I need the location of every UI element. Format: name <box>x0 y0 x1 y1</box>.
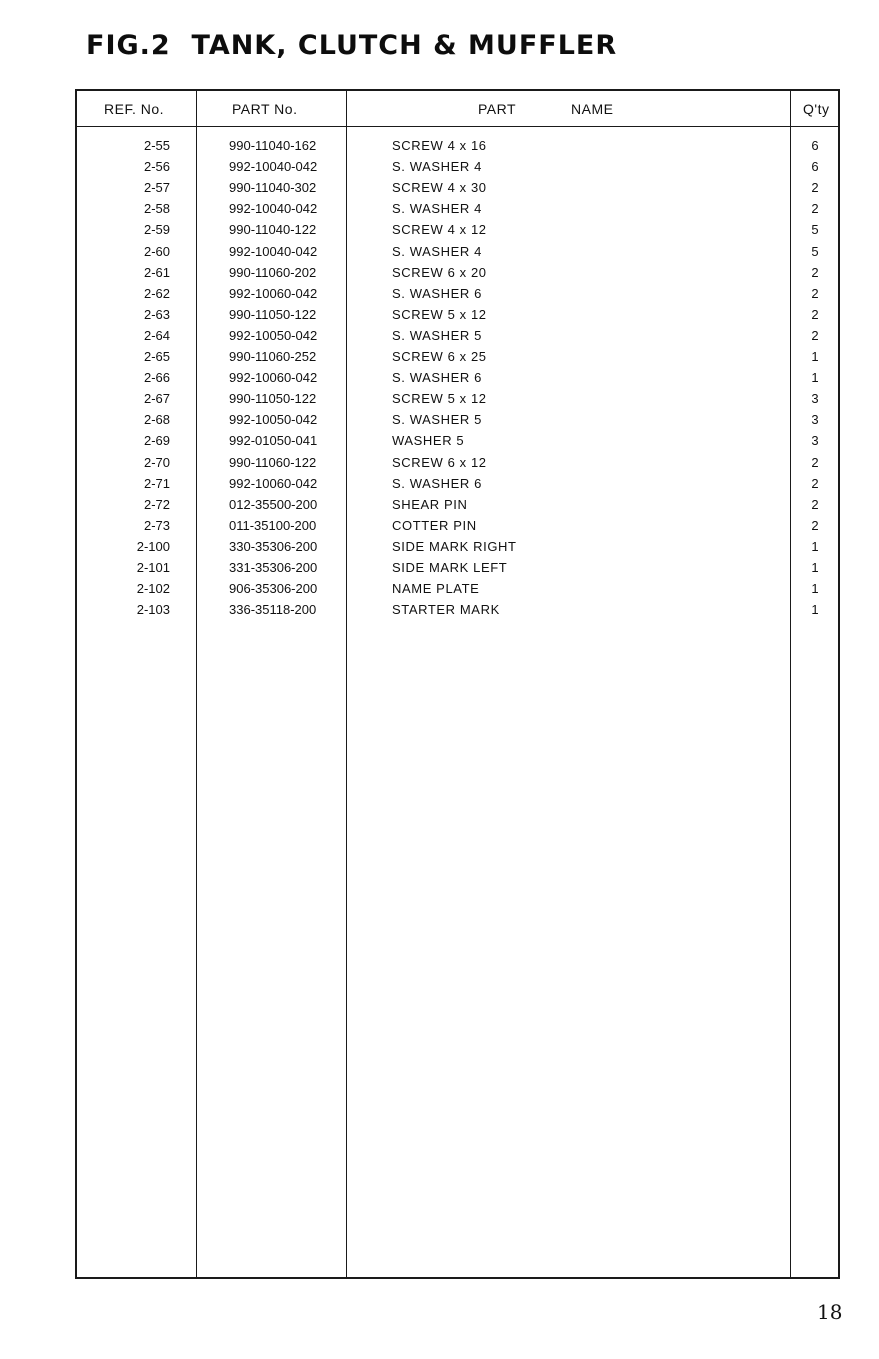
qty-cell: 2 <box>811 201 819 217</box>
qty-cell: 1 <box>811 370 819 386</box>
ref-no-cell: 2-56 <box>143 159 170 175</box>
part-no-cell: 990-11060-122 <box>229 454 317 470</box>
table-row <box>0 518 879 539</box>
ref-no-cell: 2-64 <box>143 327 170 343</box>
part-no-cell: 992-10050-042 <box>229 412 318 428</box>
part-name-cell: STARTER MARK <box>392 602 500 618</box>
part-no-cell: 992-10040-042 <box>229 201 318 217</box>
part-no-cell: 992-10050-042 <box>229 327 318 343</box>
qty-cell: 1 <box>811 538 819 554</box>
qty-cell: 2 <box>811 454 819 470</box>
qty-cell: 1 <box>811 602 819 618</box>
part-name-cell: S. WASHER 4 <box>392 201 482 217</box>
ref-no-cell: 2-58 <box>143 201 170 217</box>
qty-cell: 2 <box>811 264 819 280</box>
header-part-no: PART No. <box>232 101 298 117</box>
qty-cell: 1 <box>811 581 819 597</box>
qty-cell: 2 <box>811 496 819 512</box>
part-no-cell: 011-35100-200 <box>229 517 317 533</box>
ref-no-cell: 2-55 <box>143 138 170 153</box>
part-name-cell: S. WASHER 5 <box>392 327 482 343</box>
qty-cell: 6 <box>811 138 819 153</box>
table-row <box>0 180 879 201</box>
part-name-cell: S. WASHER 4 <box>392 159 482 175</box>
part-no-cell: 990-11040-162 <box>229 138 317 153</box>
part-name-cell: S. WASHER 5 <box>392 412 482 428</box>
table-row <box>0 539 879 560</box>
part-name-cell: SCREW 6 x 12 <box>392 454 487 470</box>
table-row <box>0 265 879 286</box>
qty-cell: 5 <box>811 222 819 238</box>
ref-no-cell: 2-59 <box>143 222 170 238</box>
ref-no-cell: 2-62 <box>143 285 170 301</box>
ref-no-cell: 2-60 <box>143 243 170 259</box>
qty-cell: 3 <box>811 433 819 449</box>
part-no-cell: 990-11050-122 <box>229 391 317 407</box>
qty-cell: 2 <box>811 327 819 343</box>
ref-no-cell: 2-68 <box>143 412 170 428</box>
table-row <box>0 455 879 476</box>
part-no-cell: 330-35306-200 <box>229 538 318 554</box>
ref-no-cell: 2-69 <box>143 433 170 449</box>
qty-cell: 2 <box>811 285 819 301</box>
ref-no-cell: 2-70 <box>143 454 170 470</box>
part-name-cell: NAME PLATE <box>392 581 480 597</box>
part-name-cell: SCREW 4 x 30 <box>392 180 487 196</box>
part-no-cell: 906-35306-200 <box>229 581 318 597</box>
table-row <box>0 497 879 518</box>
part-name-cell: SCREW 4 x 12 <box>392 222 487 238</box>
table-row <box>0 602 879 623</box>
table-row <box>0 307 879 328</box>
part-no-cell: 992-10040-042 <box>229 243 318 259</box>
header-qty: Q'ty <box>803 101 830 117</box>
part-no-cell: 012-35500-200 <box>229 496 318 512</box>
table-row <box>0 370 879 391</box>
part-no-cell: 990-11060-252 <box>229 349 317 364</box>
ref-no-cell: 2-101 <box>136 560 170 575</box>
part-no-cell: 992-10040-042 <box>229 159 318 175</box>
part-name-cell: SCREW 4 x 16 <box>392 138 487 153</box>
part-no-cell: 336-35118-200 <box>229 602 317 618</box>
part-name-cell: S. WASHER 6 <box>392 285 482 301</box>
qty-cell: 2 <box>811 180 819 196</box>
part-name-cell: S. WASHER 4 <box>392 243 482 259</box>
header-part-name-2: NAME <box>571 101 614 117</box>
table-row <box>0 581 879 602</box>
table-row <box>0 349 879 370</box>
ref-no-cell: 2-100 <box>136 538 170 554</box>
part-name-cell: SHEAR PIN <box>392 496 468 512</box>
part-name-cell: SCREW 6 x 20 <box>392 264 487 280</box>
part-no-cell: 990-11040-122 <box>229 222 317 238</box>
ref-no-cell: 2-66 <box>143 370 170 386</box>
qty-cell: 3 <box>811 391 819 407</box>
table-row <box>0 286 879 307</box>
part-no-cell: 990-11040-302 <box>229 180 317 196</box>
ref-no-cell: 2-63 <box>143 306 170 322</box>
part-name-cell: S. WASHER 6 <box>392 475 482 491</box>
ref-no-cell: 2-65 <box>143 349 170 364</box>
part-no-cell: 992-10060-042 <box>229 285 318 301</box>
table-row <box>0 159 879 180</box>
table-row <box>0 412 879 433</box>
part-name-cell: SIDE MARK LEFT <box>392 560 508 575</box>
part-name-cell: SIDE MARK RIGHT <box>392 538 517 554</box>
ref-no-cell: 2-71 <box>143 475 170 491</box>
part-no-cell: 990-11050-122 <box>229 306 317 322</box>
table-row <box>0 138 879 159</box>
part-name-cell: SCREW 6 x 25 <box>392 349 487 364</box>
qty-cell: 2 <box>811 306 819 322</box>
qty-cell: 1 <box>811 560 819 575</box>
ref-no-cell: 2-67 <box>143 391 170 407</box>
table-row <box>0 201 879 222</box>
ref-no-cell: 2-73 <box>143 517 170 533</box>
ref-no-cell: 2-102 <box>136 581 170 597</box>
table-row <box>0 433 879 454</box>
table-row <box>0 476 879 497</box>
ref-no-cell: 2-103 <box>136 602 170 618</box>
qty-cell: 1 <box>811 349 819 364</box>
part-no-cell: 992-10060-042 <box>229 475 318 491</box>
table-row <box>0 391 879 412</box>
part-name-cell: WASHER 5 <box>392 433 465 449</box>
part-name-cell: S. WASHER 6 <box>392 370 482 386</box>
ref-no-cell: 2-61 <box>143 264 170 280</box>
qty-cell: 2 <box>811 475 819 491</box>
page-number: 18 <box>817 1300 843 1324</box>
qty-cell: 3 <box>811 412 819 428</box>
page-title: FIG.2 TANK, CLUTCH & MUFFLER <box>86 30 618 61</box>
header-part-name-1: PART <box>478 101 517 117</box>
qty-cell: 6 <box>811 159 819 175</box>
table-row <box>0 222 879 243</box>
part-no-cell: 992-10060-042 <box>229 370 318 386</box>
part-name-cell: SCREW 5 x 12 <box>392 391 487 407</box>
ref-no-cell: 2-72 <box>143 496 170 512</box>
part-name-cell: COTTER PIN <box>392 517 477 533</box>
part-no-cell: 990-11060-202 <box>229 264 317 280</box>
table-row <box>0 328 879 349</box>
table-row <box>0 244 879 265</box>
part-no-cell: 331-35306-200 <box>229 560 318 575</box>
header-ref-no: REF. No. <box>104 101 165 117</box>
part-no-cell: 992-01050-041 <box>229 433 318 449</box>
header-divider <box>75 126 840 127</box>
part-name-cell: SCREW 5 x 12 <box>392 306 487 322</box>
qty-cell: 5 <box>811 243 819 259</box>
table-row <box>0 560 879 581</box>
qty-cell: 2 <box>811 517 819 533</box>
ref-no-cell: 2-57 <box>143 180 170 196</box>
